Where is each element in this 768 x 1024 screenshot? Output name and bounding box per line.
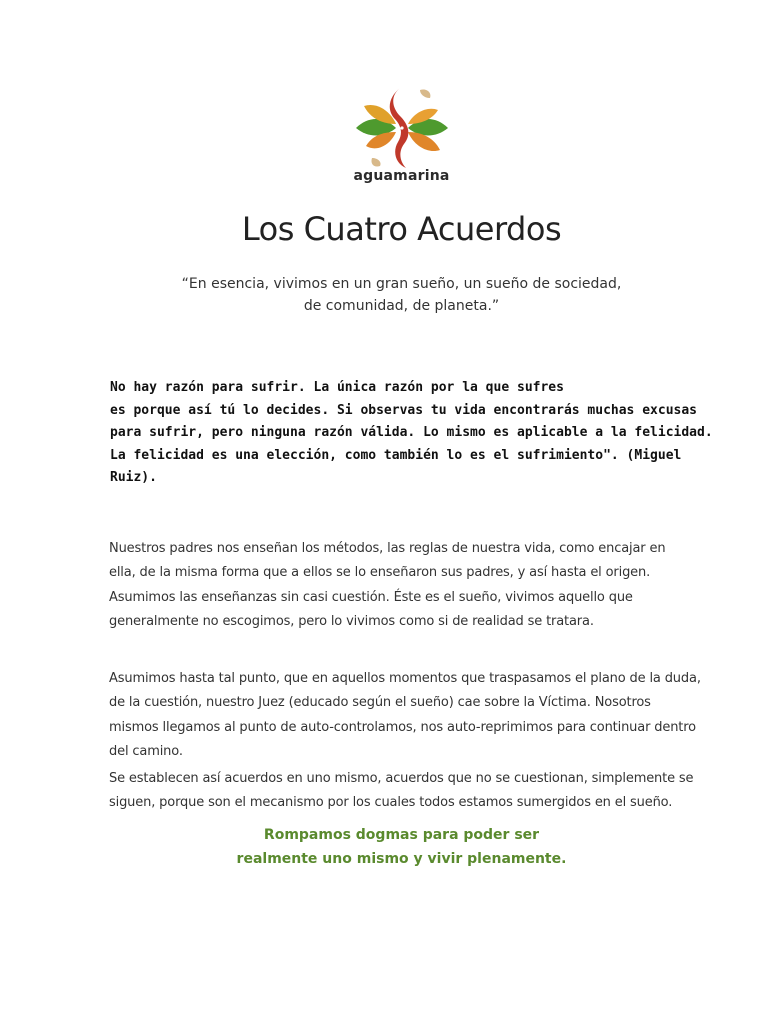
paragraph-2 — [109, 667, 709, 765]
closing-line: realmente uno mismo y vivir plenamente. — [236, 851, 567, 867]
paragraph-line: siguen, porque son el mecanismo por los cuales todos estamos sumergidos en el sueño. — [109, 795, 673, 811]
quote-block — [0, 273, 768, 317]
aguamarina-logo-icon — [350, 86, 454, 170]
page-title: Los Cuatro Acuerdos — [241, 210, 562, 248]
paragraph-3 — [109, 767, 709, 816]
paragraph-line: La felicidad es una elección, como también lo es el sufrimiento". (Miguel — [110, 447, 682, 463]
paragraph-line: es porque así tú lo decides. Si observas tu vida encontrarás muchas excusas — [110, 402, 697, 418]
quote-line: “En esencia, vivimos en un gran sueño, un sueño de sociedad, — [181, 276, 622, 292]
paragraph-line: Asumimos hasta tal punto, que en aquellos momentos que traspasamos el plano de la duda, — [109, 671, 701, 686]
paragraph-line: Ruiz). — [110, 470, 157, 485]
paragraph-line: generalmente no escogimos, pero lo vivimos como si de realidad se tratara. — [109, 614, 594, 630]
bold-paragraph — [110, 377, 713, 490]
paragraph-line: para sufrir, pero ninguna razón válida. Lo mismo es aplicable a la felicidad. — [110, 425, 713, 440]
closing-line: Rompamos dogmas para poder ser — [263, 827, 540, 843]
paragraph-line: del camino. — [109, 744, 183, 760]
paragraph-line: Asumimos las enseñanzas sin casi cuestión. Éste es el sueño, vivimos aquello que — [109, 589, 633, 605]
leaf-flower-logo-icon — [350, 86, 454, 170]
brand-name: aguamarina — [353, 168, 450, 184]
paragraph-line: de la cuestión, nuestro Juez (educado según el sueño) cae sobre la Víctima. Nosotros — [109, 695, 651, 711]
paragraph-1 — [109, 537, 709, 635]
quote-line: de comunidad, de planeta.” — [303, 298, 500, 314]
closing-statement — [0, 823, 768, 871]
paragraph-line: No hay razón para sufrir. La única razón por la que sufres — [110, 380, 564, 395]
paragraph-line: Se establecen así acuerdos en uno mismo, acuerdos que no se cuestionan, simplemente se — [109, 771, 694, 786]
paragraph-line: mismos llegamos al punto de auto-controlamos, nos auto-reprimimos para continuar dentro — [109, 719, 696, 735]
paragraph-line: ella, de la misma forma que a ellos se lo enseñaron sus padres, y así hasta el origen. — [109, 565, 651, 581]
paragraph-line: Nuestros padres nos enseñan los métodos, las reglas de nuestra vida, como encajar en — [109, 541, 666, 556]
